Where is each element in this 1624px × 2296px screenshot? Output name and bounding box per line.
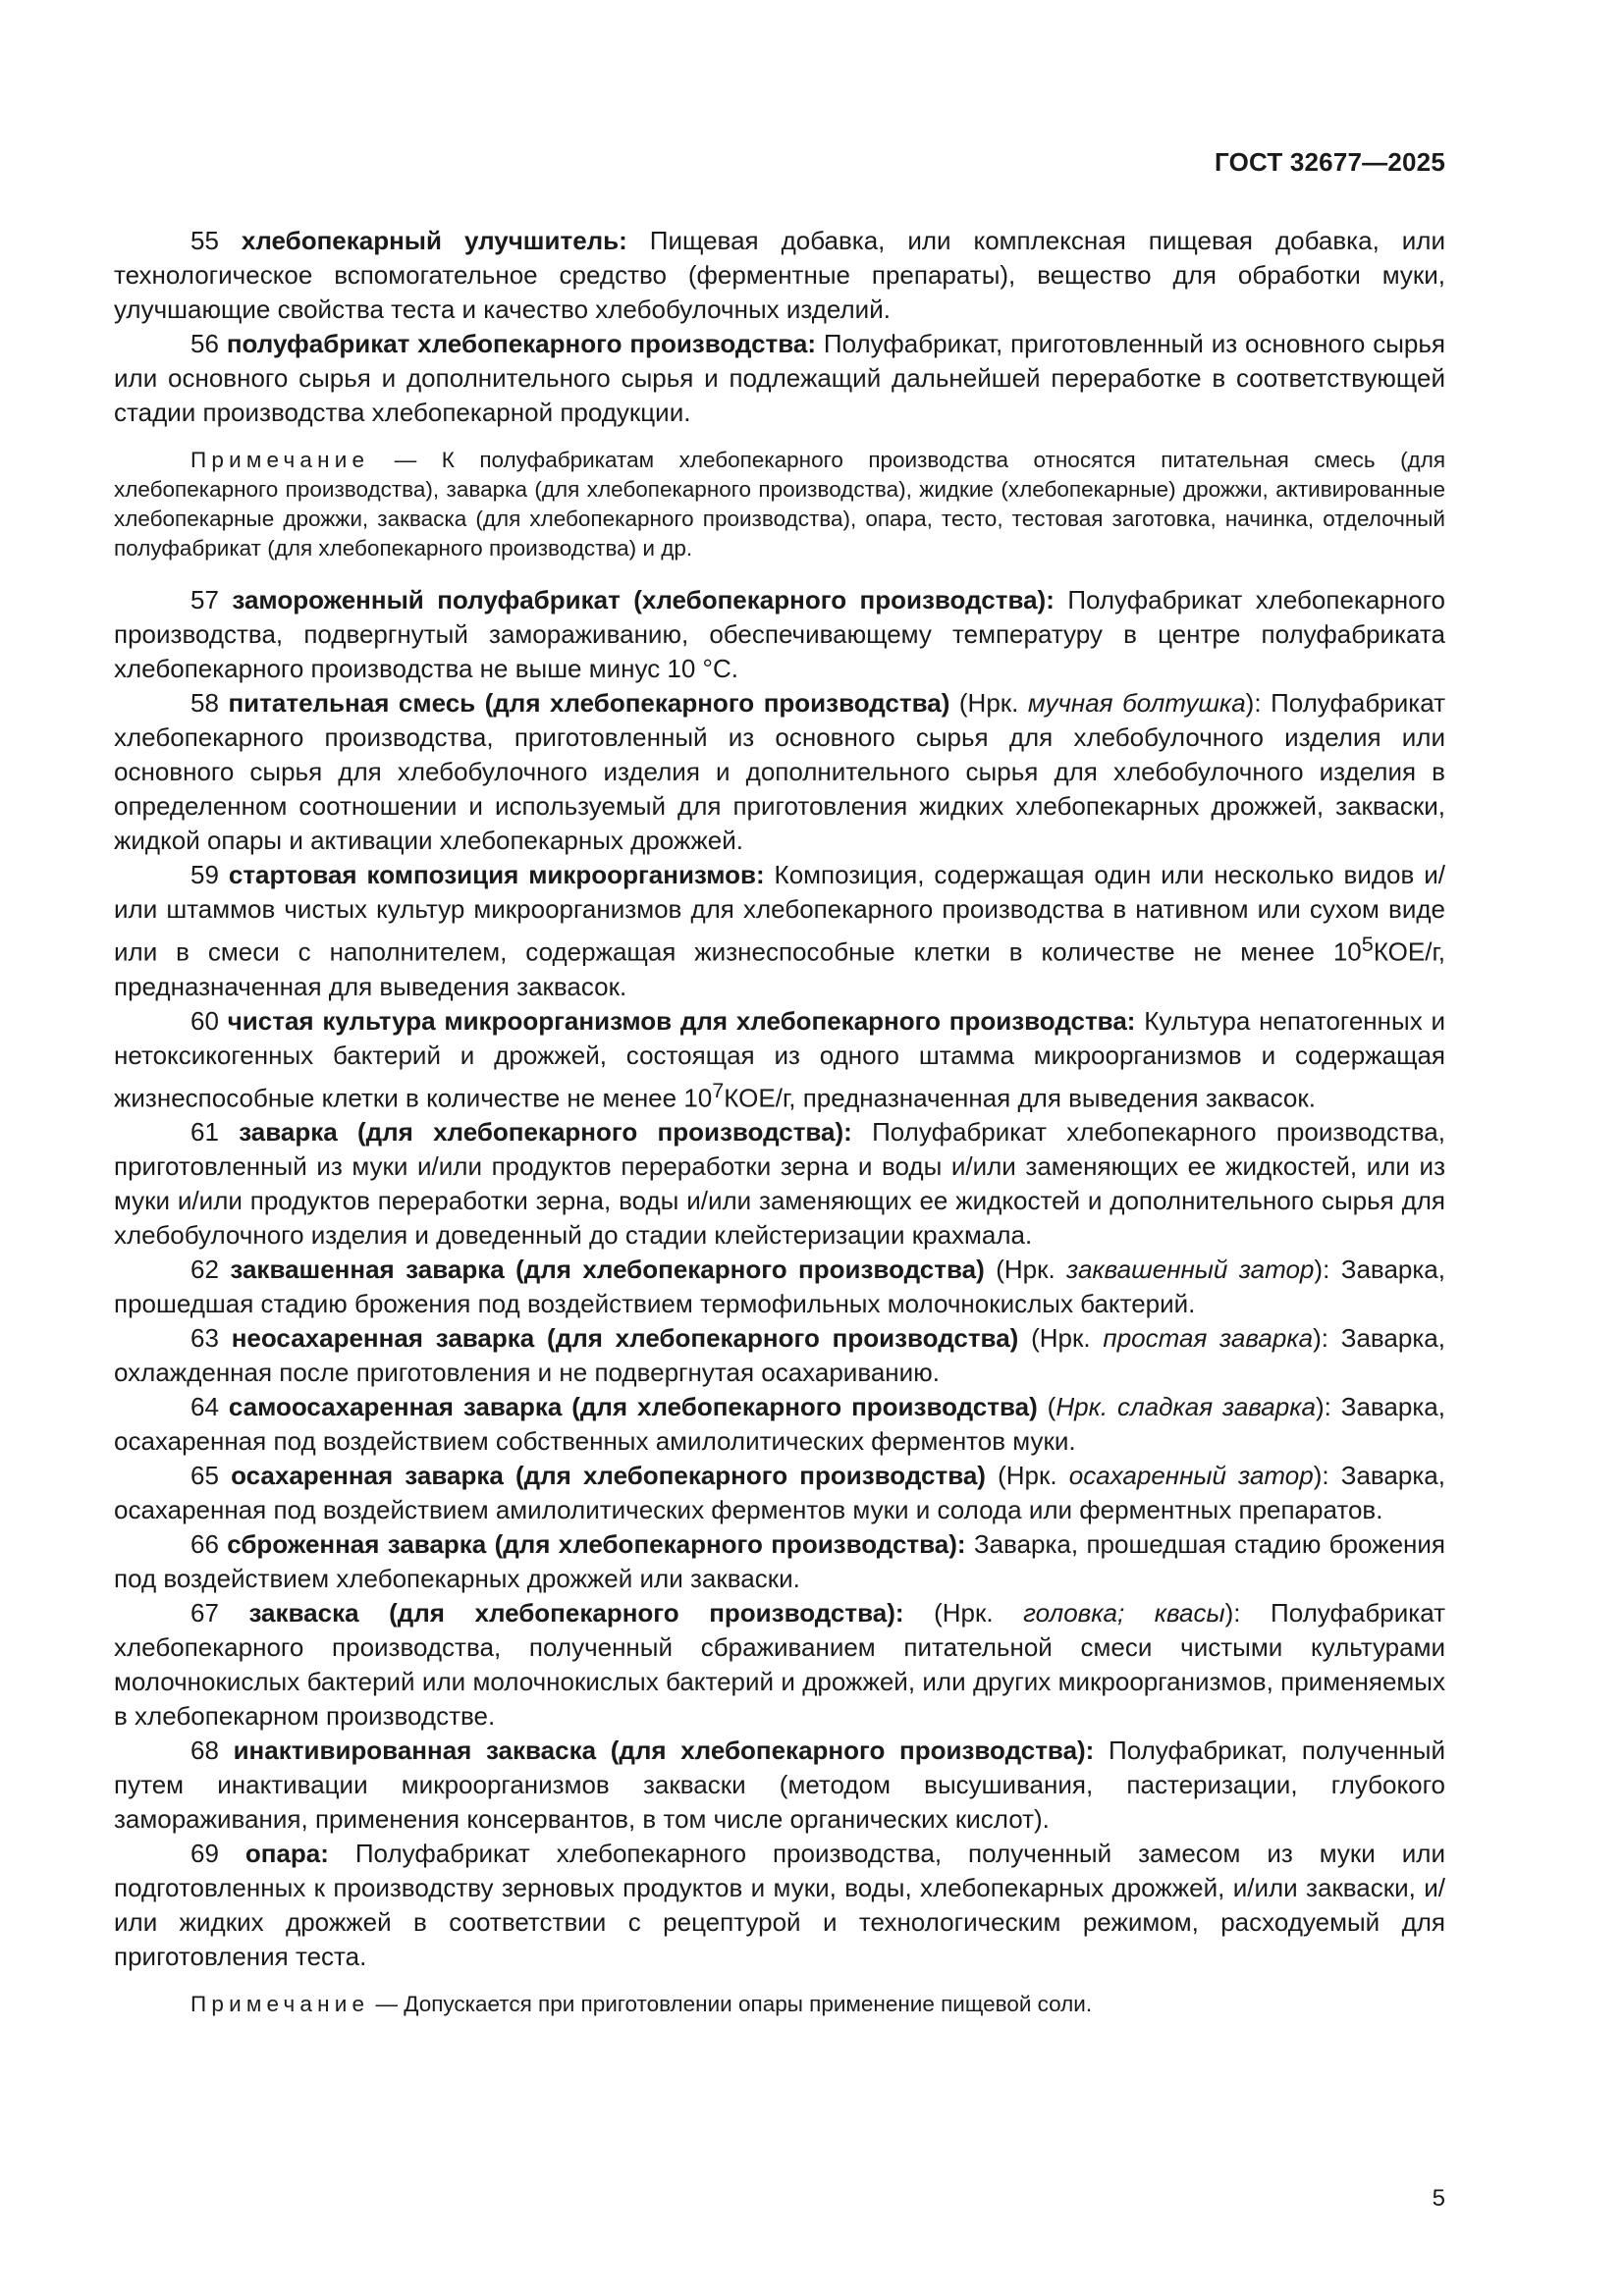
- term: замороженный полуфабрикат (хлебопекарного производства):: [232, 585, 1055, 614]
- deprecated-synonym: заквашенный затор: [1066, 1255, 1315, 1285]
- term: хлебопекарный улучшитель:: [241, 226, 627, 255]
- entry-69: 69 опара: Полуфабрикат хлебопекарного производства, полученный замесом из муки или подготовленных к производству зерновых продуктов и муки, воды, хлебопекарных дрожжей, и/или закваски, и/или жидких дрожжей в соответствии с рецептурой и технологическим режимом, расходуемый для приготовления теста.: [114, 1839, 1445, 1972]
- document-body: [114, 224, 1445, 2039]
- entry-56: 56 полуфабрикат хлебопекарного производства: Полуфабрикат, приготовленный из основного сырья или основного сырья и дополнительного сырья и подлежащий дальнейшей переработке в соответствующей стадии производства хлебопекарной продукции.: [114, 329, 1445, 427]
- document-code: ГОСТ 32677—2025: [1215, 147, 1445, 177]
- note-1: Примечание — К полуфабрикатам хлебопекарного производства относятся питательная смесь (для хлебопекарного производства), заварка (для хлебопекарного производства), жидкие (хлебопекарные) дрожжи, активированные хлебопекарные дрожжи, закваска (для хлебопекарного производства), опара, тесто, тестовая заготовка, начинка, отделочный полуфабрикат (для хлебопекарного производства) и др.: [114, 448, 1445, 561]
- deprecated-synonym: простая заварка: [1103, 1323, 1314, 1354]
- entry-65: 65 осахаренная заварка (для хлебопекарного производства) (Нрк. осахаренный затор): Заварка, осахаренная под воздействием амилолитических ферментов муки и солода или ферментных препаратов.: [114, 1461, 1445, 1525]
- entry-63: 63 неосахаренная заварка (для хлебопекарного производства) (Нрк. простая заварка): Заварка, охлажденная после приготовления и не подвергнутая осахариванию.: [114, 1323, 1445, 1388]
- page-number: 5: [1432, 2185, 1445, 2212]
- term: неосахаренная заварка (для хлебопекарного производства): [231, 1323, 1019, 1354]
- term: опара:: [244, 1839, 329, 1869]
- entry-60: 60 чистая культура микроорганизмов для хлебопекарного производства: Культура непатогенных и нетоксикогенных бактерий и дрожжей, состоящая из одного штамма микроорганизмов и содержащая жизнеспособные клетки в количестве не менее $10^7КОЕ/г$, предназначенная для выведения заквасок.: [114, 1005, 1445, 1113]
- term: полуфабрикат хлебопекарного производства:: [226, 329, 817, 358]
- entry-58: 58 питательная смесь (для хлебопекарного производства) (Нрк. мучная болтушка): Полуфабрикат хлебопекарного производства, приготовленный из основного сырья для хлебобулочного изделия или основного сырья для хлебобулочного изделия и дополнительного сырья для хлебобулочного изделия в определенном соотношении и используемый для приготовления жидких хлебопекарных дрожжей, закваски, жидкой опары и активации хлебопекарных дрожжей.: [114, 688, 1445, 855]
- term: стартовая композиция микроорганизмов:: [228, 860, 765, 889]
- entry-61: 61 заварка (для хлебопекарного производства): Полуфабрикат хлебопекарного производства, приготовленный из муки и/или продуктов переработки зерна и воды и/или заменяющих ее жидкостей, или из муки и/или продуктов переработки зерна, воды и/или заменяющих ее жидкостей и дополнительного сырья для хлебобулочного изделия и доведенный до стадии клейстеризации крахмала.: [114, 1117, 1445, 1251]
- term: заварка (для хлебопекарного производства):: [239, 1117, 852, 1148]
- term: осахаренная заварка (для хлебопекарного производства): [231, 1461, 986, 1491]
- deprecated-synonym: осахаренный затор: [1068, 1461, 1314, 1491]
- deprecated-synonym: Нрк. сладкая заварка: [1056, 1392, 1316, 1422]
- term: сброженная заварка (для хлебопекарного производства):: [227, 1529, 966, 1560]
- term: самоосахаренная заварка (для хлебопекарного производства): [228, 1392, 1038, 1422]
- entry-62: 62 заквашенная заварка (для хлебопекарного производства) (Нрк. заквашенный затор): Заварка, прошедшая стадию брожения под воздействием термофильных молочнокислых бактерий.: [114, 1255, 1445, 1319]
- term: инактивированная закваска (для хлебопекарного производства):: [233, 1735, 1095, 1766]
- entry-64: 64 самоосахаренная заварка (для хлебопекарного производства) (Нрк. сладкая заварка): Заварка, осахаренная под воздействием собственных амилолитических ферментов муки.: [114, 1392, 1445, 1457]
- term: закваска (для хлебопекарного производства):: [248, 1598, 904, 1629]
- deprecated-synonym: мучная болтушка: [1027, 688, 1246, 718]
- term: чистая культура микроорганизмов для хлебопекарного производства:: [227, 1005, 1136, 1036]
- term: заквашенная заварка (для хлебопекарного производства): [230, 1255, 985, 1285]
- term: питательная смесь (для хлебопекарного производства): [228, 688, 950, 718]
- deprecated-synonym: головка; квасы: [1023, 1598, 1225, 1629]
- entry-59: 59 стартовая композиция микроорганизмов: Композиция, содержащая один или несколько видов и/или штаммов чистых культур микроорганизмов для хлебопекарного производства в нативном или сухом виде или в смеси с наполнителем, содержащая жизнеспособные клетки в количестве не менее $10^5КОЕ/г$, предназначенная для выведения заквасок.: [114, 860, 1445, 1001]
- note-2: Примечание — Допускается при приготовлении опары применение пищевой соли.: [190, 1992, 1093, 2017]
- entry-55: 55 хлебопекарный улучшитель: Пищевая добавка, или комплексная пищевая добавка, или технологическое вспомогательное средство (ферментные препараты), вещество для обработки муки, улучшающие свойства теста и качество хлебобулочных изделий.: [114, 226, 1445, 324]
- entry-57: 57 замороженный полуфабрикат (хлебопекарного производства): Полуфабрикат хлебопекарного производства, подвергнутый замораживанию, обеспечивающему температуру в центре полуфабриката хлебопекарного производства не выше минус 10 °С.: [114, 585, 1445, 683]
- entry-67: 67 закваска (для хлебопекарного производства): (Нрк. головка; квасы): Полуфабрикат хлебопекарного производства, полученный сбраживанием питательной смеси чистыми культурами молочнокислых бактерий или молочнокислых бактерий и дрожжей, или других микроорганизмов, применяемых в хлебопекарном производстве.: [114, 1598, 1445, 1732]
- entry-66: 66 сброженная заварка (для хлебопекарного производства): Заварка, прошедшая стадию брожения под воздействием хлебопекарных дрожжей или закваски.: [114, 1529, 1445, 1594]
- entry-68: 68 инактивированная закваска (для хлебопекарного производства): Полуфабрикат, полученный путем инактивации микроорганизмов закваски (методом высушивания, пастеризации, глубокого замораживания, применения консервантов, в том числе органических кислот).: [114, 1735, 1445, 1835]
